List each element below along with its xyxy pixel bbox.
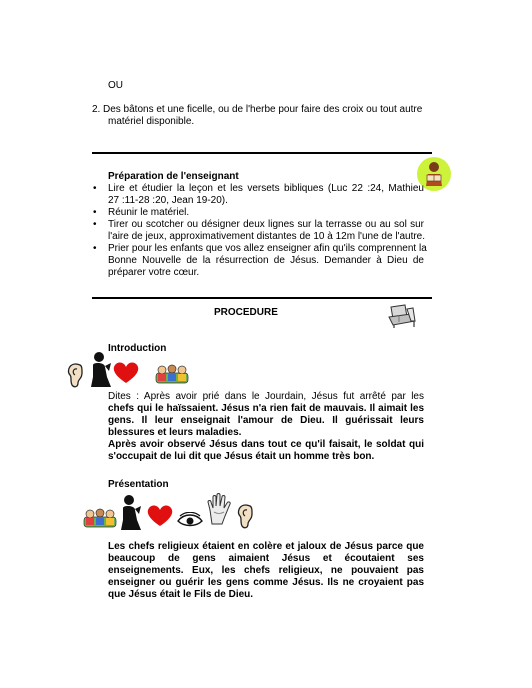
ear-icon	[64, 361, 86, 389]
praying-person-icon	[89, 351, 113, 389]
material-item-line: matériel disponible.	[108, 116, 195, 127]
procedure-heading: PROCEDURE	[214, 307, 278, 318]
bullet-icon: •	[93, 243, 97, 254]
children-group-icon	[82, 507, 118, 529]
presentation-text: Les chefs religieux étaient en colère et jaloux de Jésus parce que beaucoup de gens aimaient Jésus et écoutaient ses enseignements. Eux, les chefs religieux, ne pouvaient pas enseigner ou guérir les gens comme Jésus. Ils ne croyaient pas que Jésus était le Fils de Dieu.	[108, 541, 424, 600]
heart-icon	[146, 504, 174, 528]
armchair-icon	[385, 301, 421, 329]
material-item-line: Des bâtons et une ficelle, ou de l'herbe pour faire des croix ou tout autre	[103, 104, 423, 115]
preparation-item: Tirer ou scotcher ou désigner deux lignes sur la terrasse ou au sol sur	[108, 219, 424, 230]
preparation-item: Bonne Nouvelle de la résurrection de Jésus. Demander à Dieu de	[108, 255, 424, 266]
bullet-icon: •	[93, 207, 97, 218]
preparation-title: Préparation de l'enseignant	[108, 171, 239, 182]
divider	[92, 297, 432, 299]
preparation-item: 27 :11-28 :20, Jean 19-20).	[108, 195, 228, 206]
presentation-title: Présentation	[108, 479, 169, 490]
bullet-icon: •	[93, 183, 97, 194]
hand-icon	[206, 492, 232, 526]
preparation-item: Prier pour les enfants que vos allez enseigner afin qu'ils comprennent la	[108, 243, 427, 254]
praying-person-icon	[119, 494, 143, 532]
preparation-item: préparer votre cœur.	[108, 267, 200, 278]
bullet-icon: •	[93, 219, 97, 230]
ear-icon	[234, 502, 256, 530]
preparation-item: Réunir le matériel.	[108, 207, 190, 218]
children-group-icon	[154, 363, 190, 385]
or-text: OU	[108, 80, 123, 91]
list-number: 2.	[92, 104, 101, 115]
preparation-item: Lire et étudier la leçon et les versets bibliques (Luc 22 :24, Mathieu	[108, 183, 424, 194]
heart-icon	[112, 361, 140, 385]
introduction-title: Introduction	[108, 343, 167, 354]
divider	[92, 152, 432, 154]
eye-icon	[176, 512, 204, 528]
introduction-text: Dites : Après avoir prié dans le Jourdain, Jésus fut arrêté par les chefs qui le haïssaient. Jésus n'a rien fait de mauvais. Il aimait les gens. Il leur enseignait l'amour de Dieu. Il guérissait leurs blessures et leurs maladies. Après avoir observé Jésus dans tout ce qu'il faisait, le soldat qui s'occupait de lui dit que Jésus était un homme très bon.	[108, 391, 424, 462]
preparation-item: l'aire de jeux, approximativement distantes de 10 à 12m l'une de l'autre.	[108, 231, 426, 242]
